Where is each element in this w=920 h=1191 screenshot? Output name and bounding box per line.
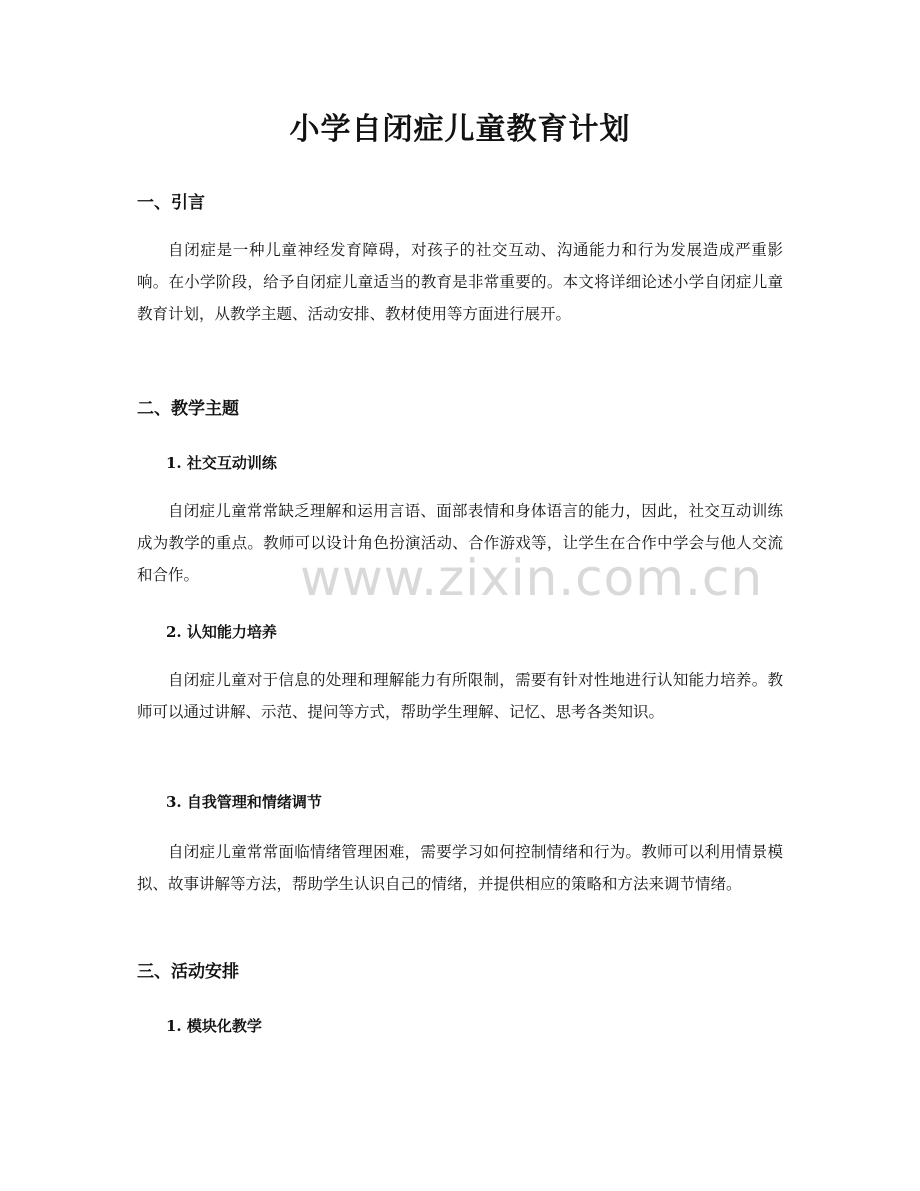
social-interaction-paragraph: 自闭症儿童常常缺乏理解和运用言语、面部表情和身体语言的能力，因此，社交互动训练成为教学的重点。教师可以设计角色扮演活动、合作游戏等，让学生在合作中学会与他人交流和合作。 [137,502,783,584]
cognitive-ability-paragraph: 自闭症儿童对于信息的处理和理解能力有所限制，需要有针对性地进行认知能力培养。教师可以通过讲解、示范、提问等方式，帮助学生理解、记忆、思考各类知识。 [137,671,783,721]
section-heading-teaching-themes: 二、教学主题 [137,399,239,419]
subheading-modular-teaching: 1. 模块化教学 [166,1017,262,1035]
section-heading-activity-arrangement: 三、活动安排 [137,962,239,982]
document-title: 小学自闭症儿童教育计划 [289,112,631,147]
section-heading-introduction: 一、引言 [137,193,205,213]
watermark-text: www.zixin.com.cn [300,549,764,607]
subheading-cognitive-ability: 2. 认知能力培养 [166,623,277,641]
self-management-paragraph: 自闭症儿童常常面临情绪管理困难，需要学习如何控制情绪和行为。教师可以利用情景模拟、故事讲解等方法，帮助学生认识自己的情绪，并提供相应的策略和方法来调节情绪。 [137,843,783,893]
introduction-paragraph: 自闭症是一种儿童神经发育障碍，对孩子的社交互动、沟通能力和行为发展造成严重影响。在小学阶段，给予自闭症儿童适当的教育是非常重要的。本文将详细论述小学自闭症儿童教育计划，从教学主题、活动安排、教材使用等方面进行展开。 [137,241,783,323]
subheading-self-management: 3. 自我管理和情绪调节 [166,793,322,811]
subheading-social-interaction: 1. 社交互动训练 [166,454,277,472]
